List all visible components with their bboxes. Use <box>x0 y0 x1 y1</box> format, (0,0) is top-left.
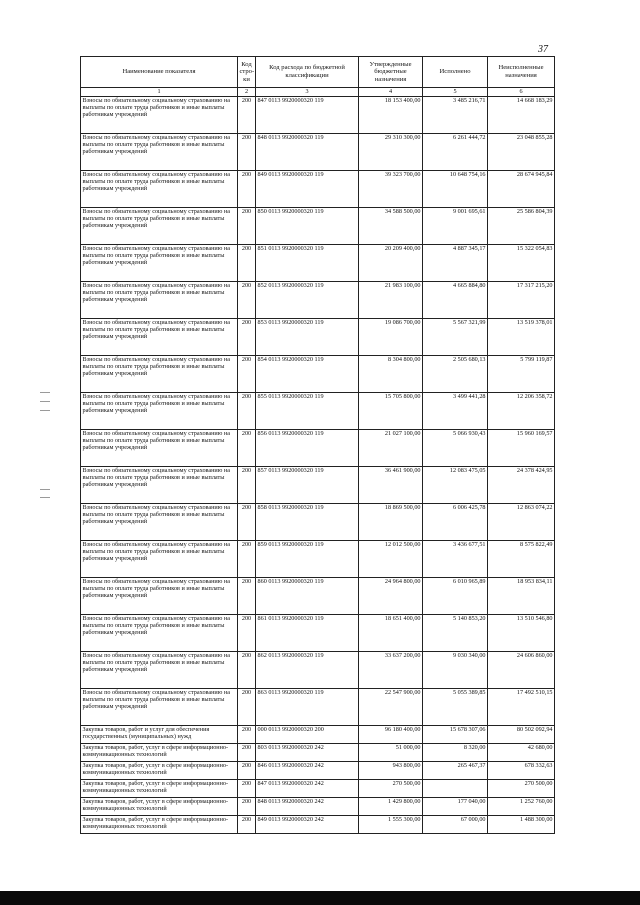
row-name-cell: Закупка товаров, работ, услуг в сфере информационно-коммуникационных технологий <box>81 762 238 780</box>
row-unexecuted-cell: 24 606 860,00 <box>488 652 555 689</box>
row-executed-cell: 6 261 444,72 <box>423 134 488 171</box>
row-name-cell: Взносы по обязательному социальному страхованию на выплаты по оплате труда работников и иные выплаты работникам учреждений <box>81 245 238 282</box>
table-row <box>81 541 555 578</box>
table-row <box>81 467 555 504</box>
table-row <box>81 578 555 615</box>
table-row <box>81 798 555 816</box>
row-classification-cell: 847 0113 9920000320 242 <box>256 780 359 798</box>
table-body <box>81 97 555 834</box>
row-name-cell: Закупка товаров, работ, услуг в сфере информационно-коммуникационных технологий <box>81 798 238 816</box>
scan-margin-mark <box>40 401 50 402</box>
row-classification-cell: 846 0113 9920000320 242 <box>256 762 359 780</box>
row-line-code-cell: 200 <box>238 134 256 171</box>
row-name-cell: Взносы по обязательному социальному страхованию на выплаты по оплате труда работников и иные выплаты работникам учреждений <box>81 652 238 689</box>
row-approved-cell: 1 429 800,00 <box>359 798 423 816</box>
row-classification-cell: 803 0113 9920000320 242 <box>256 744 359 762</box>
row-executed-cell: 9 030 340,00 <box>423 652 488 689</box>
row-approved-cell: 22 547 900,00 <box>359 689 423 726</box>
row-line-code-cell: 200 <box>238 689 256 726</box>
row-approved-cell: 36 461 900,00 <box>359 467 423 504</box>
row-classification-cell: 849 0113 9920000320 119 <box>256 171 359 208</box>
table-row <box>81 652 555 689</box>
column-number: 6 <box>488 88 555 97</box>
row-unexecuted-cell: 14 668 183,29 <box>488 97 555 134</box>
table-row <box>81 816 555 834</box>
row-line-code-cell: 200 <box>238 208 256 245</box>
row-classification-cell: 859 0113 9920000320 119 <box>256 541 359 578</box>
row-executed-cell: 3 485 216,71 <box>423 97 488 134</box>
row-executed-cell: 5 567 321,99 <box>423 319 488 356</box>
scan-margin-mark <box>40 497 50 498</box>
row-executed-cell <box>423 780 488 798</box>
row-approved-cell: 18 869 500,00 <box>359 504 423 541</box>
row-line-code-cell: 200 <box>238 744 256 762</box>
row-unexecuted-cell: 1 488 300,00 <box>488 816 555 834</box>
row-classification-cell: 848 0113 9920000320 242 <box>256 798 359 816</box>
row-executed-cell: 4 665 884,80 <box>423 282 488 319</box>
row-name-cell: Взносы по обязательному социальному страхованию на выплаты по оплате труда работников и иные выплаты работникам учреждений <box>81 504 238 541</box>
row-name-cell: Взносы по обязательному социальному страхованию на выплаты по оплате труда работников и иные выплаты работникам учреждений <box>81 467 238 504</box>
row-classification-cell: 849 0113 9920000320 242 <box>256 816 359 834</box>
row-approved-cell: 21 983 100,00 <box>359 282 423 319</box>
row-executed-cell: 265 467,37 <box>423 762 488 780</box>
row-name-cell: Закупка товаров, работ и услуг для обеспечения государственных (муниципальных) нужд <box>81 726 238 744</box>
row-approved-cell: 1 555 300,00 <box>359 816 423 834</box>
row-executed-cell: 10 648 754,16 <box>423 171 488 208</box>
column-number: 1 <box>81 88 238 97</box>
row-approved-cell: 39 323 700,00 <box>359 171 423 208</box>
row-name-cell: Взносы по обязательному социальному страхованию на выплаты по оплате труда работников и иные выплаты работникам учреждений <box>81 282 238 319</box>
page-number: 37 <box>538 44 548 55</box>
header-line-code: Код стро-ки <box>238 57 256 88</box>
row-unexecuted-cell: 17 317 215,20 <box>488 282 555 319</box>
row-approved-cell: 96 180 400,00 <box>359 726 423 744</box>
row-name-cell: Взносы по обязательному социальному страхованию на выплаты по оплате труда работников и иные выплаты работникам учреждений <box>81 615 238 652</box>
row-approved-cell: 8 304 800,00 <box>359 356 423 393</box>
header-executed: Исполнено <box>423 57 488 88</box>
header-indicator-name: Наименование показателя <box>81 57 238 88</box>
table-header-row <box>81 57 555 88</box>
row-unexecuted-cell: 15 322 054,83 <box>488 245 555 282</box>
row-unexecuted-cell: 8 575 822,49 <box>488 541 555 578</box>
row-unexecuted-cell: 28 674 945,84 <box>488 171 555 208</box>
table-row <box>81 393 555 430</box>
row-line-code-cell: 200 <box>238 171 256 208</box>
row-name-cell: Взносы по обязательному социальному страхованию на выплаты по оплате труда работников и иные выплаты работникам учреждений <box>81 393 238 430</box>
table-row <box>81 245 555 282</box>
table-row <box>81 726 555 744</box>
row-executed-cell: 3 436 677,51 <box>423 541 488 578</box>
row-approved-cell: 270 500,00 <box>359 780 423 798</box>
row-classification-cell: 860 0113 9920000320 119 <box>256 578 359 615</box>
header-classification-code: Код расхода по бюджетной классификации <box>256 57 359 88</box>
row-line-code-cell: 200 <box>238 578 256 615</box>
row-executed-cell: 5 140 853,20 <box>423 615 488 652</box>
row-line-code-cell: 200 <box>238 393 256 430</box>
row-unexecuted-cell: 12 206 358,72 <box>488 393 555 430</box>
table-row <box>81 504 555 541</box>
row-name-cell: Взносы по обязательному социальному страхованию на выплаты по оплате труда работников и иные выплаты работникам учреждений <box>81 541 238 578</box>
row-line-code-cell: 200 <box>238 615 256 652</box>
table-row <box>81 744 555 762</box>
table-row <box>81 780 555 798</box>
row-classification-cell: 863 0113 9920000320 119 <box>256 689 359 726</box>
row-classification-cell: 854 0113 9920000320 119 <box>256 356 359 393</box>
row-name-cell: Взносы по обязательному социальному страхованию на выплаты по оплате труда работников и иные выплаты работникам учреждений <box>81 356 238 393</box>
budget-execution-table <box>80 56 555 834</box>
table-row <box>81 282 555 319</box>
row-approved-cell: 19 086 700,00 <box>359 319 423 356</box>
table-row <box>81 97 555 134</box>
header-unexecuted: Неисполненные назначения <box>488 57 555 88</box>
row-executed-cell: 8 320,00 <box>423 744 488 762</box>
row-name-cell: Взносы по обязательному социальному страхованию на выплаты по оплате труда работников и иные выплаты работникам учреждений <box>81 578 238 615</box>
row-approved-cell: 943 800,00 <box>359 762 423 780</box>
row-unexecuted-cell: 13 519 378,01 <box>488 319 555 356</box>
row-unexecuted-cell: 42 680,00 <box>488 744 555 762</box>
row-unexecuted-cell: 1 252 760,00 <box>488 798 555 816</box>
row-approved-cell: 34 588 500,00 <box>359 208 423 245</box>
table-row <box>81 134 555 171</box>
row-executed-cell: 3 499 441,28 <box>423 393 488 430</box>
row-unexecuted-cell: 678 332,63 <box>488 762 555 780</box>
row-approved-cell: 15 705 800,00 <box>359 393 423 430</box>
row-classification-cell: 853 0113 9920000320 119 <box>256 319 359 356</box>
row-classification-cell: 857 0113 9920000320 119 <box>256 467 359 504</box>
scan-bottom-edge <box>0 891 640 905</box>
row-unexecuted-cell: 12 863 074,22 <box>488 504 555 541</box>
row-name-cell: Взносы по обязательному социальному страхованию на выплаты по оплате труда работников и иные выплаты работникам учреждений <box>81 689 238 726</box>
row-line-code-cell: 200 <box>238 726 256 744</box>
row-executed-cell: 15 678 307,06 <box>423 726 488 744</box>
row-name-cell: Взносы по обязательному социальному страхованию на выплаты по оплате труда работников и иные выплаты работникам учреждений <box>81 171 238 208</box>
row-line-code-cell: 200 <box>238 467 256 504</box>
table-row <box>81 430 555 467</box>
row-unexecuted-cell: 270 500,00 <box>488 780 555 798</box>
row-line-code-cell: 200 <box>238 504 256 541</box>
column-number: 3 <box>256 88 359 97</box>
row-unexecuted-cell: 24 378 424,95 <box>488 467 555 504</box>
column-number-row <box>81 88 555 97</box>
row-line-code-cell: 200 <box>238 816 256 834</box>
row-unexecuted-cell: 23 048 855,28 <box>488 134 555 171</box>
row-line-code-cell: 200 <box>238 652 256 689</box>
row-line-code-cell: 200 <box>238 762 256 780</box>
row-name-cell: Закупка товаров, работ, услуг в сфере информационно-коммуникационных технологий <box>81 744 238 762</box>
row-classification-cell: 862 0113 9920000320 119 <box>256 652 359 689</box>
table-row <box>81 762 555 780</box>
row-classification-cell: 852 0113 9920000320 119 <box>256 282 359 319</box>
row-approved-cell: 21 027 100,00 <box>359 430 423 467</box>
table-row <box>81 171 555 208</box>
column-number: 2 <box>238 88 256 97</box>
row-unexecuted-cell: 13 510 546,80 <box>488 615 555 652</box>
row-classification-cell: 000 0113 9920000320 200 <box>256 726 359 744</box>
row-line-code-cell: 200 <box>238 430 256 467</box>
row-executed-cell: 2 505 680,13 <box>423 356 488 393</box>
row-approved-cell: 18 153 400,00 <box>359 97 423 134</box>
row-classification-cell: 856 0113 9920000320 119 <box>256 430 359 467</box>
row-classification-cell: 850 0113 9920000320 119 <box>256 208 359 245</box>
table-row <box>81 319 555 356</box>
row-line-code-cell: 200 <box>238 319 256 356</box>
row-classification-cell: 861 0113 9920000320 119 <box>256 615 359 652</box>
row-approved-cell: 29 310 300,00 <box>359 134 423 171</box>
row-unexecuted-cell: 17 492 510,15 <box>488 689 555 726</box>
row-executed-cell: 5 066 930,43 <box>423 430 488 467</box>
row-executed-cell: 4 887 345,17 <box>423 245 488 282</box>
table-row <box>81 689 555 726</box>
row-line-code-cell: 200 <box>238 245 256 282</box>
row-approved-cell: 12 012 500,00 <box>359 541 423 578</box>
row-executed-cell: 12 083 475,05 <box>423 467 488 504</box>
row-unexecuted-cell: 5 799 119,87 <box>488 356 555 393</box>
row-executed-cell: 6 010 965,89 <box>423 578 488 615</box>
row-executed-cell: 5 055 389,85 <box>423 689 488 726</box>
row-name-cell: Закупка товаров, работ, услуг в сфере информационно-коммуникационных технологий <box>81 780 238 798</box>
row-approved-cell: 18 651 400,00 <box>359 615 423 652</box>
row-unexecuted-cell: 15 960 169,57 <box>488 430 555 467</box>
row-name-cell: Взносы по обязательному социальному страхованию на выплаты по оплате труда работников и иные выплаты работникам учреждений <box>81 97 238 134</box>
column-number: 5 <box>423 88 488 97</box>
table-row <box>81 208 555 245</box>
row-unexecuted-cell: 80 502 092,94 <box>488 726 555 744</box>
row-executed-cell: 9 001 695,61 <box>423 208 488 245</box>
row-classification-cell: 858 0113 9920000320 119 <box>256 504 359 541</box>
table-row <box>81 356 555 393</box>
row-name-cell: Закупка товаров, работ, услуг в сфере информационно-коммуникационных технологий <box>81 816 238 834</box>
row-name-cell: Взносы по обязательному социальному страхованию на выплаты по оплате труда работников и иные выплаты работникам учреждений <box>81 319 238 356</box>
row-unexecuted-cell: 25 586 804,39 <box>488 208 555 245</box>
row-line-code-cell: 200 <box>238 541 256 578</box>
row-approved-cell: 51 000,00 <box>359 744 423 762</box>
row-approved-cell: 33 637 200,00 <box>359 652 423 689</box>
row-approved-cell: 24 964 800,00 <box>359 578 423 615</box>
row-classification-cell: 855 0113 9920000320 119 <box>256 393 359 430</box>
row-line-code-cell: 200 <box>238 356 256 393</box>
row-line-code-cell: 200 <box>238 282 256 319</box>
row-executed-cell: 67 000,00 <box>423 816 488 834</box>
row-executed-cell: 177 040,00 <box>423 798 488 816</box>
row-name-cell: Взносы по обязательному социальному страхованию на выплаты по оплате труда работников и иные выплаты работникам учреждений <box>81 208 238 245</box>
row-classification-cell: 851 0113 9920000320 119 <box>256 245 359 282</box>
column-number: 4 <box>359 88 423 97</box>
row-line-code-cell: 200 <box>238 780 256 798</box>
row-line-code-cell: 200 <box>238 798 256 816</box>
scan-margin-mark <box>40 489 50 490</box>
row-classification-cell: 848 0113 9920000320 119 <box>256 134 359 171</box>
row-line-code-cell: 200 <box>238 97 256 134</box>
header-approved: Утвержденные бюджетные назначения <box>359 57 423 88</box>
row-unexecuted-cell: 18 953 834,11 <box>488 578 555 615</box>
row-executed-cell: 6 006 425,78 <box>423 504 488 541</box>
row-approved-cell: 20 209 400,00 <box>359 245 423 282</box>
row-name-cell: Взносы по обязательному социальному страхованию на выплаты по оплате труда работников и иные выплаты работникам учреждений <box>81 430 238 467</box>
table-row <box>81 615 555 652</box>
row-name-cell: Взносы по обязательному социальному страхованию на выплаты по оплате труда работников и иные выплаты работникам учреждений <box>81 134 238 171</box>
scan-margin-mark <box>40 392 50 393</box>
row-classification-cell: 847 0113 9920000320 119 <box>256 97 359 134</box>
scan-margin-mark <box>40 410 50 411</box>
